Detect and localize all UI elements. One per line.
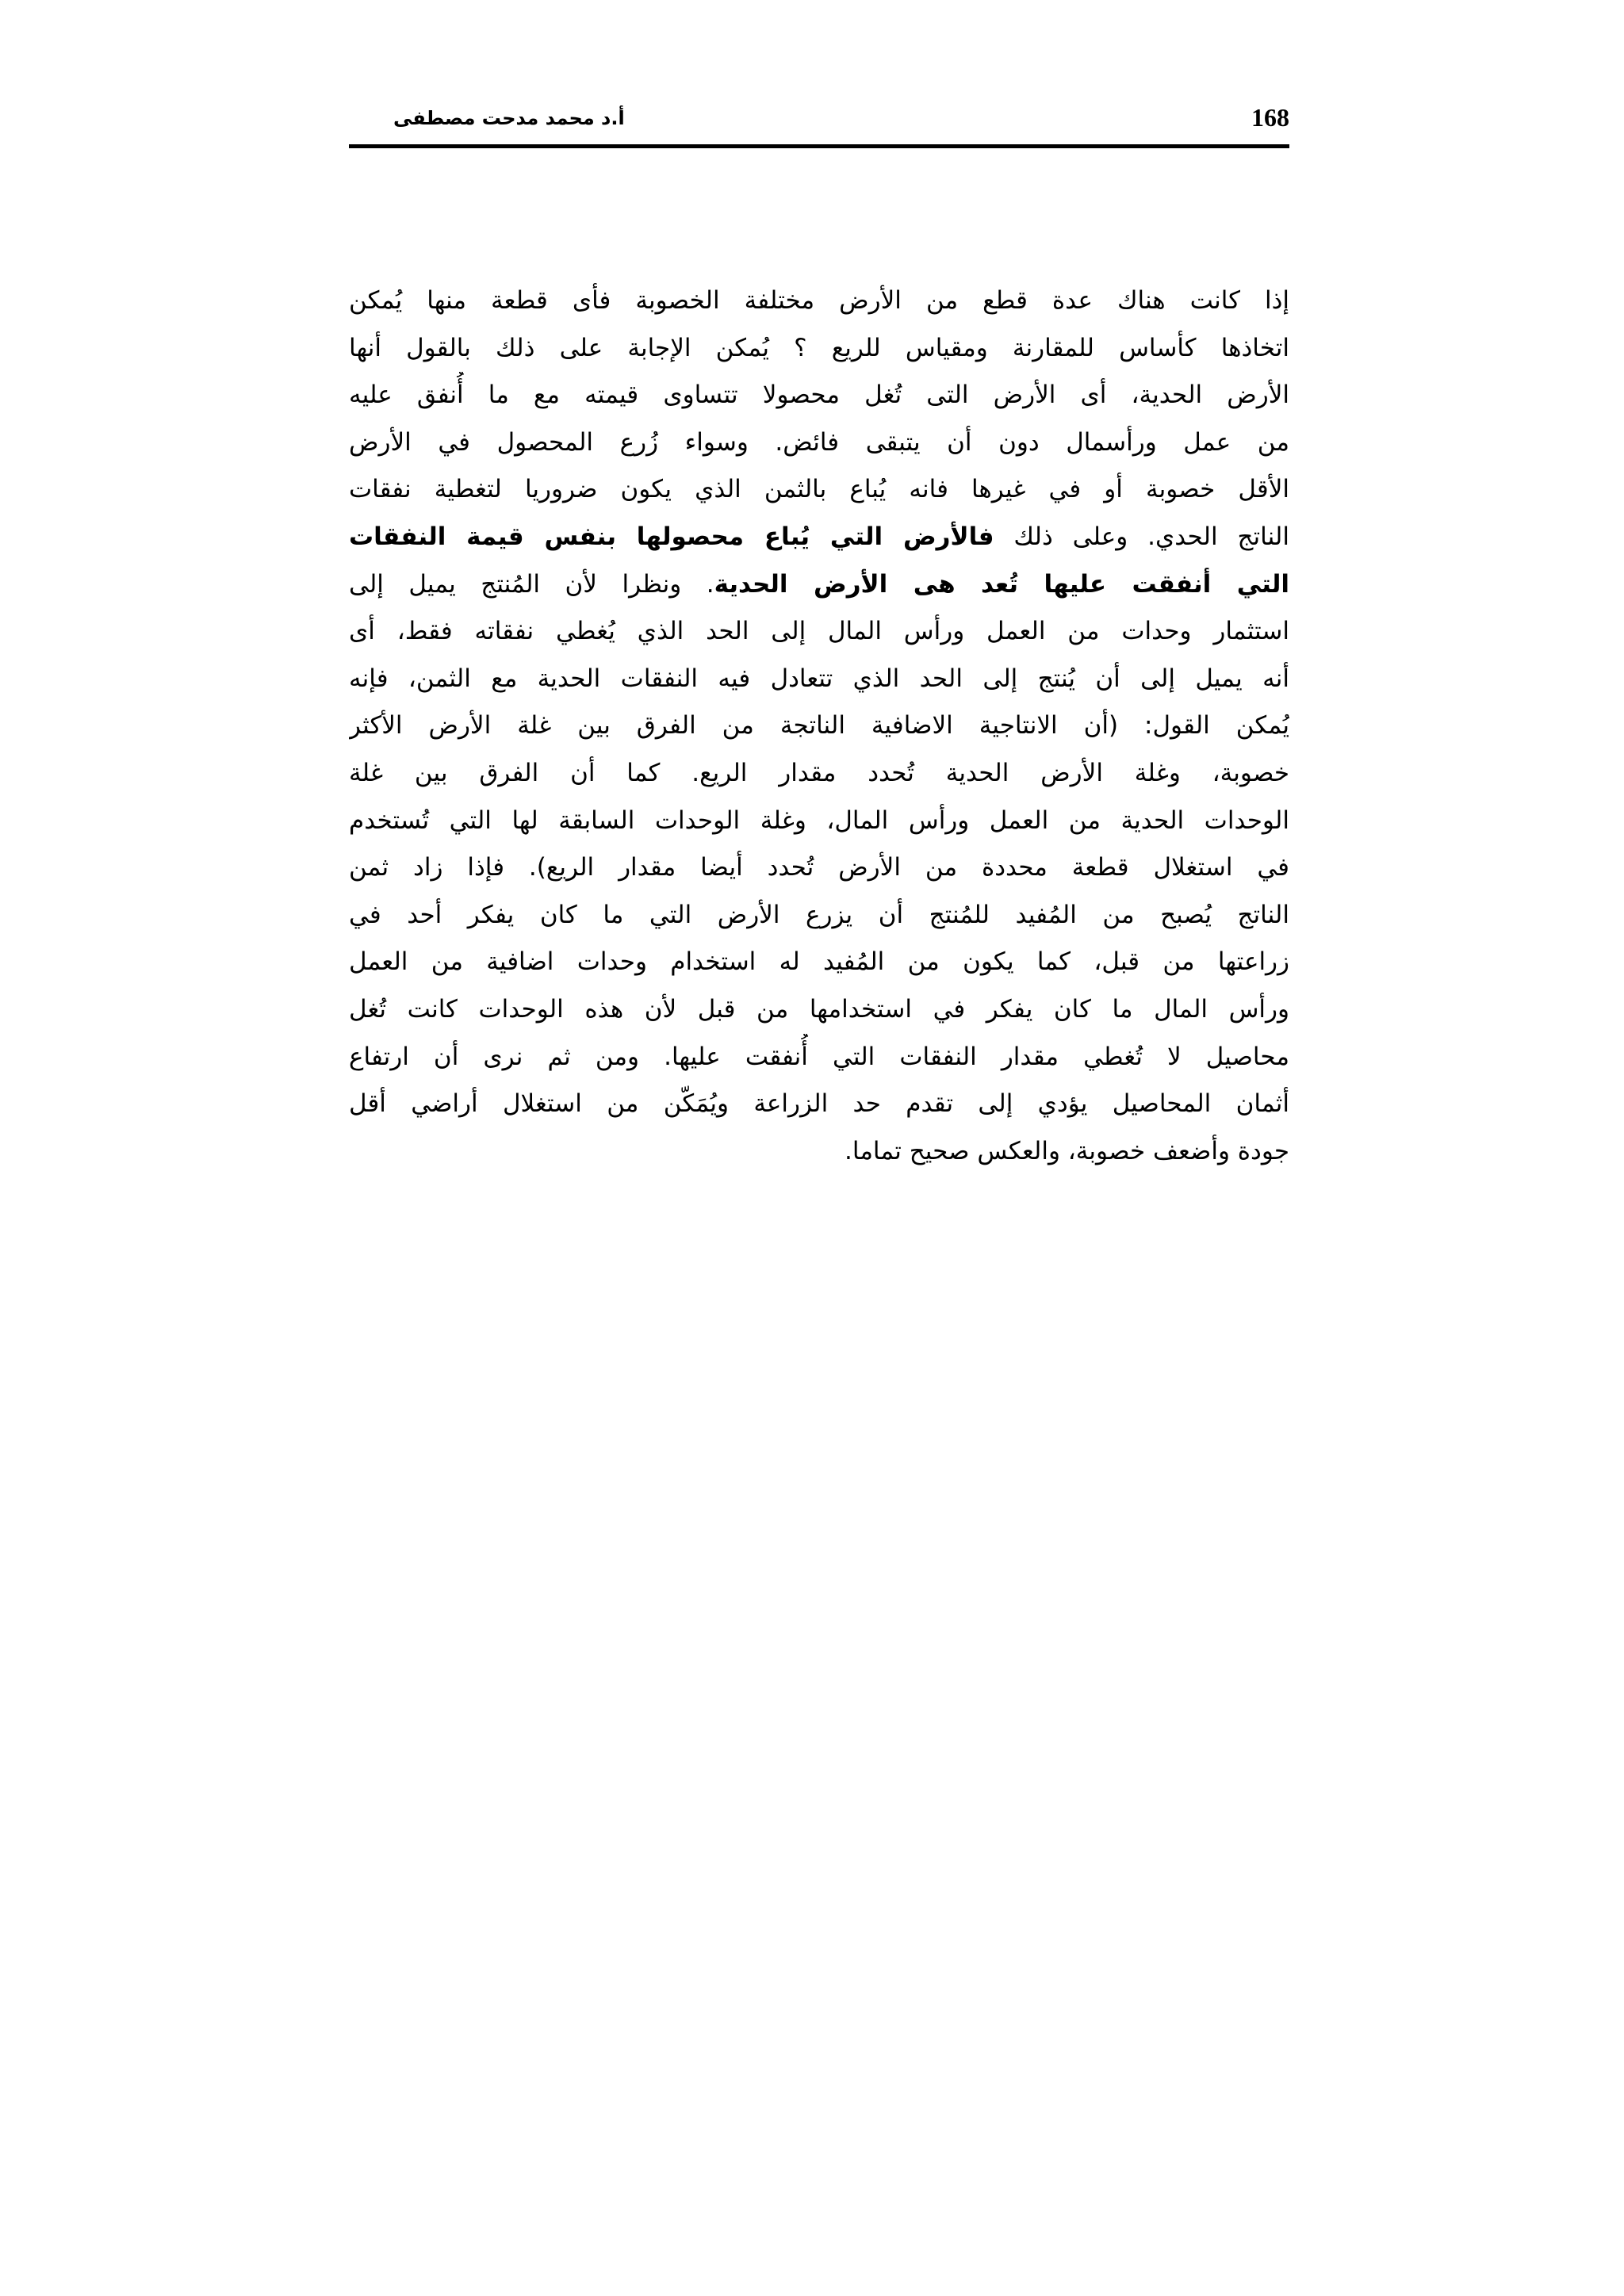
body-paragraph [349, 277, 1289, 1175]
text-span: الأقل خصوبة أو في غيرها فانه يُباع بالثمن الذي يكون ضروريا لتغطية نفقات [349, 475, 1289, 504]
text-span: أثمان المحاصيل يؤدي إلى تقدم حد الزراعة ويُمَكّن من استغلال أراضي أقل [349, 1089, 1289, 1119]
text-span: جودة وأضعف خصوبة، والعكس صحيح تماما. [845, 1136, 1289, 1165]
text-line [349, 702, 1289, 750]
text-line [349, 844, 1289, 892]
text-line [349, 277, 1289, 325]
text-span: . ونظرا لأن المُنتج يميل إلى [349, 569, 714, 599]
text-line [349, 466, 1289, 514]
header-rule [349, 144, 1289, 148]
text-span: محاصيل لا تُغطي مقدار النفقات التي أُنفقت عليها. ومن ثم نرى أن ارتفاع [349, 1042, 1289, 1071]
text-span: الناتج الحدي. وعلى ذلك [994, 522, 1289, 551]
running-head-author: أ.د محمد مدحت مصطفى [393, 107, 625, 129]
text-line [349, 419, 1289, 467]
page-header [349, 101, 1289, 149]
text-span: أنه يميل إلى أن يُنتج إلى الحد الذي تتعادل فيه النفقات الحدية مع الثمن، فإنه [349, 664, 1289, 693]
text-line [349, 1081, 1289, 1128]
text-span: يُمكن القول: (أن الانتاجية الاضافية الناتجة من الفرق بين غلة الأرض الأكثر [349, 711, 1289, 740]
page-number: 168 [1251, 103, 1289, 132]
text-line [349, 514, 1289, 561]
text-line [349, 939, 1289, 986]
text-line [349, 372, 1289, 419]
text-line [349, 561, 1289, 609]
text-line [349, 798, 1289, 845]
text-line [349, 1034, 1289, 1081]
text-span: ورأس المال ما كان يفكر في استخدامها من قبل لأن هذه الوحدات كانت تُغل [349, 994, 1289, 1024]
bold-text-span: التي أنفقت عليها تُعد هى الأرض الحدية [714, 569, 1289, 599]
text-line [349, 892, 1289, 939]
text-span: زراعتها من قبل، كما يكون من المُفيد له استخدام وحدات اضافية من العمل [349, 947, 1289, 977]
text-span: استثمار وحدات من العمل ورأس المال إلى الحد الذي يُغطي نفقاته فقط، أى [349, 617, 1289, 646]
text-span: في استغلال قطعة محددة من الأرض تُحدد أيضا مقدار الريع). فإذا زاد ثمن [349, 853, 1289, 882]
text-line [349, 325, 1289, 373]
text-span: الأرض الحدية، أى الأرض التى تُغل محصولا تتساوى قيمته مع ما أُنفق عليه [349, 381, 1289, 410]
text-line [349, 1128, 1289, 1176]
text-line [349, 750, 1289, 798]
text-span: من عمل ورأسمال دون أن يتبقى فائض. وسواء زُرع المحصول في الأرض [349, 427, 1289, 457]
text-span: اتخاذها كأساس للمقارنة ومقياس للريع ؟ يُمكن الإجابة على ذلك بالقول أنها [349, 333, 1289, 362]
bold-text-span: فالأرض التي يُباع محصولها بنفس قيمة النفقات [349, 522, 994, 551]
text-span: الوحدات الحدية من العمل ورأس المال، وغلة الوحدات السابقة لها التي تُستخدم [349, 806, 1289, 835]
text-span: الناتج يُصبح من المُفيد للمُنتج أن يزرع الأرض التي ما كان يفكر أحد في [349, 900, 1289, 929]
text-line [349, 608, 1289, 656]
text-span: خصوبة، وغلة الأرض الحدية تُحدد مقدار الريع. كما أن الفرق بين غلة [349, 758, 1289, 787]
text-span: إذا كانت هناك عدة قطع من الأرض مختلفة الخصوبة فأى قطعة منها يُمكن [349, 286, 1289, 315]
text-line [349, 656, 1289, 703]
text-line [349, 986, 1289, 1034]
